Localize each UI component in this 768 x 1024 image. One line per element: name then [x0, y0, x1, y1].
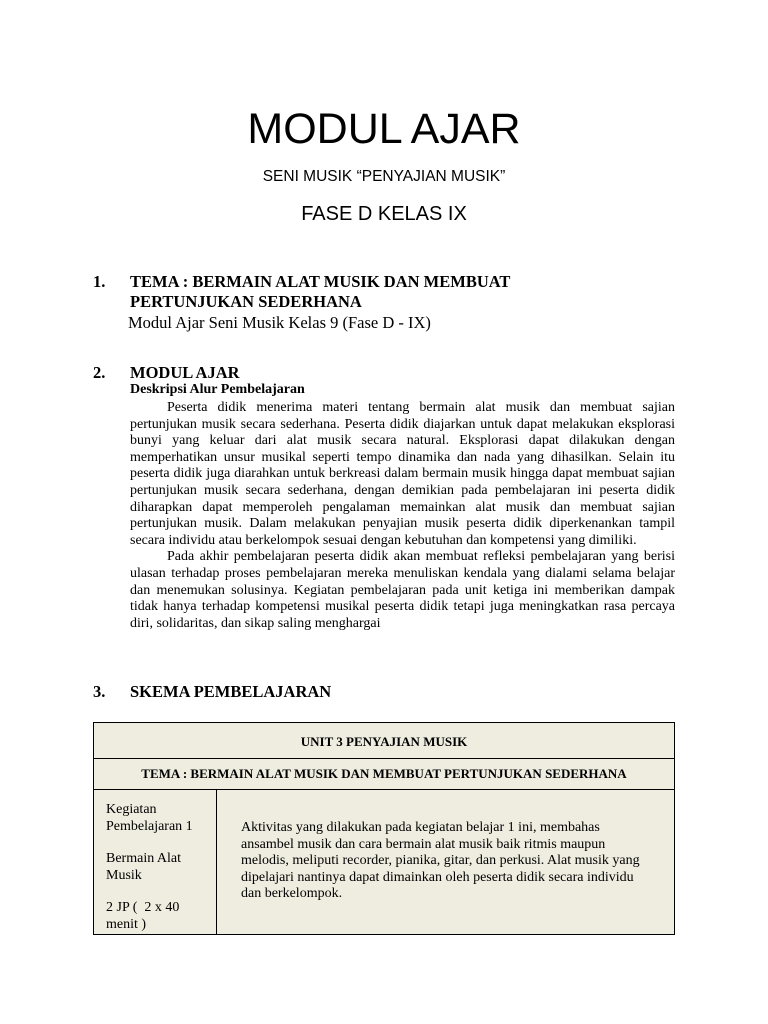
document-title: MODUL AJAR — [247, 105, 521, 153]
section-2-heading: MODUL AJAR — [130, 363, 240, 382]
section-2-subheading: Deskripsi Alur Pembelajaran — [130, 382, 305, 397]
document-subtitle: SENI MUSIK “PENYAJIAN MUSIK” — [262, 168, 506, 185]
table-row — [94, 723, 675, 759]
section-2-body — [130, 381, 675, 632]
section-1-number: 1. — [93, 272, 106, 291]
activity-time-line1: 2 JP ( 2 x 40 — [106, 900, 180, 915]
activity-time-line2: menit ) — [106, 916, 147, 932]
section-2-paragraph-2: Pada akhir pembelajaran peserta didik akan membuat refleksi pembelajaran yang berisi ulasan terhadap proses pembelajaran mereka menuliskan kendala yang dialami selama belajar dan menemukan solusinya. Kegiatan pembelajaran pada unit ketiga ini memberikan dampak tidak hanya terhadap kompetensi musikal peserta didik tetapi juga meningkatkan rasa percaya diri, solidaritas, dan sikap saling menghargai — [130, 549, 675, 631]
section-1-subtext: Modul Ajar Seni Musik Kelas 9 (Fase D - IX) — [128, 313, 431, 332]
activity-description-cell: Aktivitas yang dilakukan pada kegiatan belajar 1 ini, membahas ansambel musik dan cara bermain alat musik baik ritmis maupun melodis, meliputi recorder, pianika, gitar, dan perkusi. Alat musik yang dipelajari nantinya dapat dimainkan oleh peserta didik secara individu dan berkelompok. — [217, 790, 675, 935]
activity-topic-line1: Bermain Alat — [106, 851, 182, 866]
section-1-heading-line2: PERTUNJUKAN SEDERHANA — [130, 292, 362, 311]
table-row — [94, 759, 675, 790]
document-phase: FASE D KELAS IX — [301, 203, 467, 225]
section-2-paragraph-1: Peserta didik menerima materi tentang bermain alat musik dan membuat sajian pertunjukan musik secara sederhana. Peserta didik diajarkan untuk dapat melakukan eksplorasi bunyi yang keluar dari alat musik secara natural. Eksplorasi dapat dilakukan dengan memperhatikan unsur musikal seperti tempo dinamika dan nada yang dihasilkan. Selain itu peserta didik juga diarahkan untuk berkreasi dalam bermain musik hingga dapat membuat sajian pertunjukan musik secara sederhana, dengan demikian pada pembelajaran ini peserta didik diharapkan dapat memperoleh pengalaman memainkan alat musik dan membuat sajian pertunjukan musik. Dalam melakukan penyajian musik peserta didik diperkenankan tampil secara individu atau berkelompok sesuai dengan kebutuhan dan kompetensi yang dimiliki. — [130, 400, 675, 548]
activity-topic-line2: Musik — [106, 867, 142, 883]
section-2-number: 2. — [93, 363, 106, 382]
section-3-number: 3. — [93, 682, 106, 701]
section-1-heading-line1: TEMA : BERMAIN ALAT MUSIK DAN MEMBUAT — [130, 272, 511, 291]
activity-label-line2: Pembelajaran 1 — [106, 818, 193, 834]
activity-info-cell — [94, 790, 217, 935]
table-row — [94, 790, 675, 935]
section-3-heading: SKEMA PEMBELAJARAN — [130, 682, 332, 701]
activity-label-line1: Kegiatan — [106, 802, 157, 817]
section-1-heading — [130, 272, 690, 312]
unit-header-cell: UNIT 3 PENYAJIAN MUSIK — [94, 723, 675, 759]
learning-schema-table — [93, 722, 675, 935]
tema-header-cell: TEMA : BERMAIN ALAT MUSIK DAN MEMBUAT PERTUNJUKAN SEDERHANA — [94, 759, 675, 790]
